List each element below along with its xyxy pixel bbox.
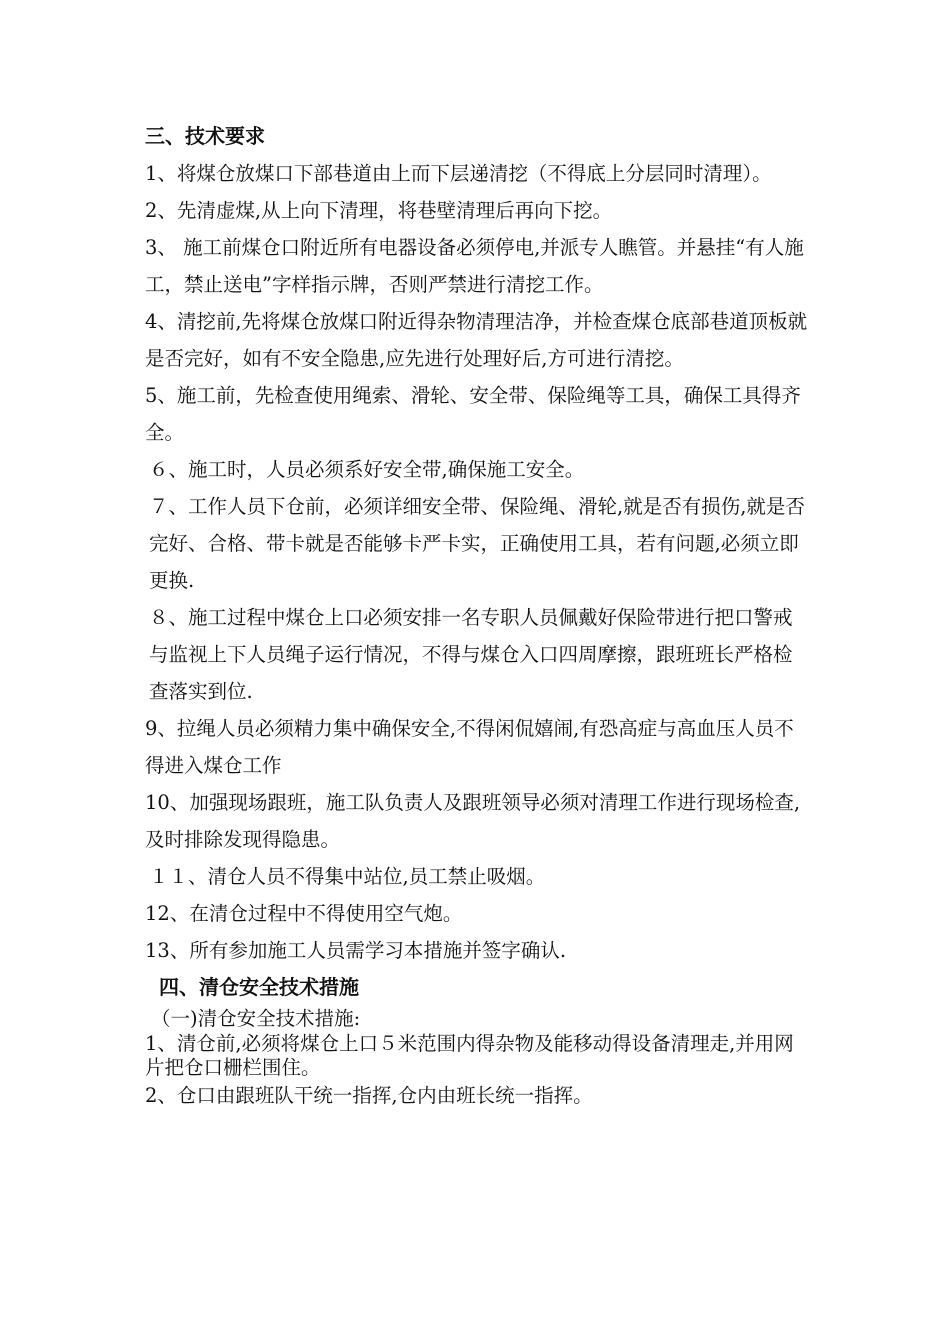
section-3-item-8: ８、施工过程中煤仓上口必须安排一名专职人员佩戴好保险带进行把口警戒与监视上下人员绳子运行情况，不得与煤仓入口四周摩擦，跟班班长严格检查落实到位. <box>149 606 793 703</box>
section-3-item-9: 9、拉绳人员必须精力集中确保安全,不得闲侃嬉闹,有恐高症与高血压人员不得进入煤仓工作 <box>145 717 794 777</box>
section-3-item-6: ６、施工时，人员必须系好安全带,确保施工安全。 <box>149 458 585 481</box>
section-4-item-2: 2、仓口由跟班队干统一指挥,仓内由班长统一指挥。 <box>145 1084 593 1107</box>
section-3-item-3: 3、 施工前煤仓口附近所有电器设备必须停电,并派专人瞧管。并悬挂“有人施工，禁止送电”字样指示牌，否则严禁进行清挖工作。 <box>145 236 804 296</box>
document-page <box>145 118 810 1108</box>
section-3-item-5: 5、施工前，先检查使用绳索、滑轮、安全带、保险绳等工具，确保工具得齐全。 <box>145 384 801 444</box>
section-3-item-1: 1、将煤仓放煤口下部巷道由上而下层递清挖（不得底上分层同时清理）。 <box>145 162 772 185</box>
section-3-item-4: 4、清挖前,先将煤仓放煤口附近得杂物清理洁净，并检查煤仓底部巷道顶板就是否完好，如有不安全隐患,应先进行处理好后,方可进行清挖。 <box>145 310 808 370</box>
section-3-item-2: 2、先清虚煤,从上向下清理，将巷壁清理后再向下挖。 <box>145 199 613 222</box>
section-4-subtitle: （一)清仓安全技术措施: <box>151 1007 361 1030</box>
section-3-item-12: 12、在清仓过程中不得使用空气炮。 <box>145 902 463 925</box>
section-3-item-7: ７、工作人员下仓前，必须详细安全带、保险绳、滑轮,就是否有损伤,就是否完好、合格、带卡就是否能够卡严卡实，正确使用工具，若有问题,必须立即更换. <box>149 495 805 592</box>
section-3-item-11: １１、清仓人员不得集中站位,员工禁止吸烟。 <box>149 865 546 888</box>
section-3-item-13: 13、所有参加施工人员需学习本措施并签字确认. <box>145 939 567 962</box>
section-4-title: 四、清仓安全技术措施 <box>159 975 359 999</box>
section-3-item-10: 10、加强现场跟班，施工队负责人及跟班领导必须对清理工作进行现场检查,及时排除发现得隐患。 <box>145 791 801 851</box>
section-4-item-1: 1、清仓前,必须将煤仓上口５米范围内得杂物及能移动得设备清理走,并用网片把仓口栅栏围住。 <box>145 1032 794 1079</box>
section-3-title: 三、技术要求 <box>145 124 265 148</box>
